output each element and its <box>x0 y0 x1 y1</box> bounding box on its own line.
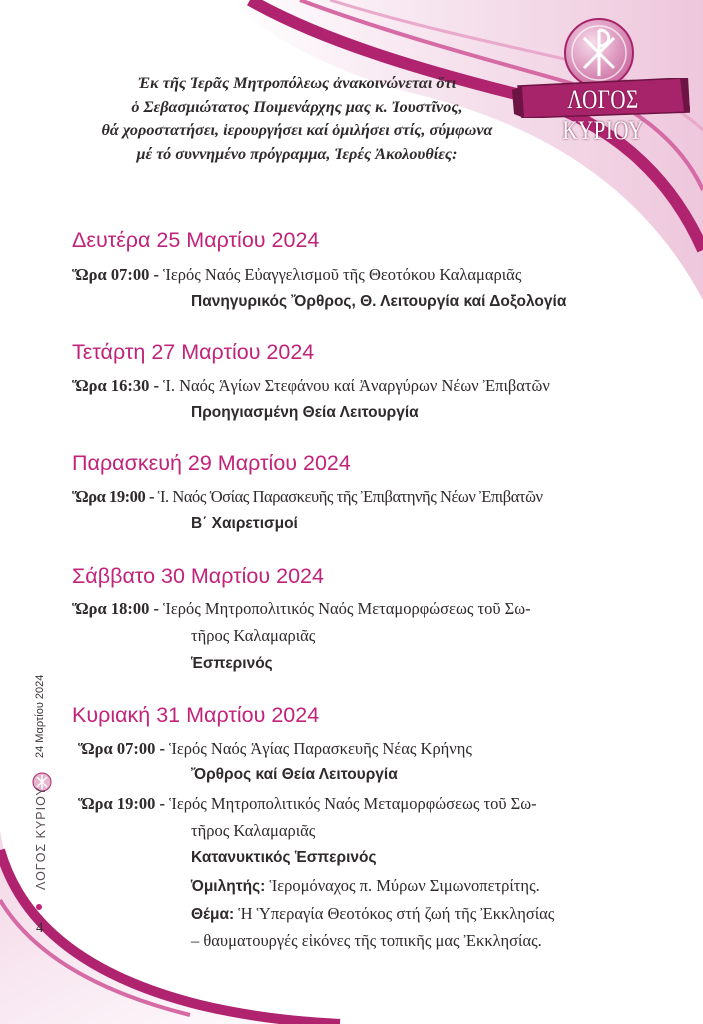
day-heading: Παρασκευή 29 Μαρτίου 2024 <box>72 451 351 475</box>
service-time: Ὥρα 07:00 - <box>78 739 165 758</box>
day-heading: Σάββατο 30 Μαρτίου 2024 <box>72 564 324 588</box>
service-place: Ἱ. Ναός Ἁγίων Στεφάνου καί Ἀναργύρων Νέων Ἐπιβατῶν <box>163 376 550 395</box>
service-place: Ἱ. Ναός Ὁσίας Παρασκευῆς τῆς Ἐπιβατηνῆς Νέων Ἐπιβατῶν <box>157 487 543 506</box>
service-place: Ἱερός Μητροπολιτικός Ναός Μεταμορφώσεως τοῦ Σω- <box>163 599 531 618</box>
service-place-continued: τῆρος Καλαμαριᾶς <box>191 626 316 645</box>
service-name: Προηγιασμένη Θεία Λειτουργία <box>191 404 419 421</box>
schedule-row <box>78 739 472 759</box>
schedule-row <box>72 599 531 619</box>
schedule-row <box>72 376 550 396</box>
footer-date: 24 Μαρτίου 2024 <box>34 674 46 758</box>
schedule-row <box>78 794 537 814</box>
intro-announcement <box>62 72 532 166</box>
logo-title: ΛΟΓΟΣ ΚΥΡΙΟΥ <box>562 84 644 146</box>
service-time: Ὥρα 16:30 - <box>72 376 159 395</box>
schedule-row <box>72 265 521 285</box>
topic-text: Ἡ Ὑπεραγία Θεοτόκος στή ζωή τῆς Ἐκκλησίας <box>238 904 555 923</box>
intro-line: Ἐκ τῆς Ἱερᾶς Μητροπόλεως ἀνακοινώνεται ὅτι <box>137 74 457 92</box>
service-name: Κατανυκτικός Ἑσπερινός <box>191 849 377 866</box>
intro-line: μέ τό συννημένο πρόγραμμα, Ἱερές Ἀκολουθίες: <box>136 144 458 163</box>
service-place: Ἱερός Ναός Ἁγίας Παρασκευῆς Νέας Κρήνης <box>169 739 472 758</box>
service-name: Β΄ Χαιρετισμοί <box>191 515 298 532</box>
day-heading: Δευτέρα 25 Μαρτίου 2024 <box>72 228 320 252</box>
topic-line <box>191 904 554 924</box>
service-time: Ὥρα 19:00 - <box>72 487 155 506</box>
service-name: Πανηγυρικός Ὄρθρος, Θ. Λειτουργία καί Δοξολογία <box>191 293 567 310</box>
day-heading: Τετάρτη 27 Μαρτίου 2024 <box>72 340 315 364</box>
topic-text-continued: – θαυματουργές εἰκόνες τῆς τοπικῆς μας Ἐκκλησίας. <box>191 931 542 950</box>
service-place: Ἱερός Ναός Εὐαγγελισμοῦ τῆς Θεοτόκου Καλαμαριᾶς <box>163 265 522 284</box>
speaker-label: Ὁμιλητής: <box>191 878 266 895</box>
service-time: Ὥρα 07:00 - <box>72 265 159 284</box>
footer-bullet <box>36 904 42 910</box>
service-name: Ἑσπερινός <box>191 655 273 672</box>
speaker-name: Ἱερομόναχος π. Μύρων Σιμωνοπετρίτης. <box>269 876 540 895</box>
day-heading: Κυριακή 31 Μαρτίου 2024 <box>72 703 320 727</box>
service-time: Ὥρα 18:00 - <box>72 599 159 618</box>
page-number: 4 <box>36 920 44 936</box>
topic-label: Θέμα: <box>191 906 235 923</box>
schedule-row <box>72 487 543 507</box>
speaker-line <box>191 876 540 896</box>
footer-brand: ΛΟΓΟΣ ΚΥΡΙΟΥ <box>34 786 48 890</box>
service-place: Ἱερός Μητροπολιτικός Ναός Μεταμορφώσεως τοῦ Σω- <box>169 794 537 813</box>
intro-line: ὁ Σεβασμιώτατος Ποιμενάρχης μας κ. Ἰουστῖνος, <box>131 97 463 116</box>
service-name: Ὄρθρος καί Θεία Λειτουργία <box>191 766 398 783</box>
intro-line: θά χοροστατήσει, ἱερουργήσει καί ὁμιλήσει στίς, σύμφωνα <box>101 121 493 139</box>
service-place-continued: τῆρος Καλαμαριᾶς <box>191 821 316 840</box>
service-time: Ὥρα 19:00 - <box>78 794 165 813</box>
